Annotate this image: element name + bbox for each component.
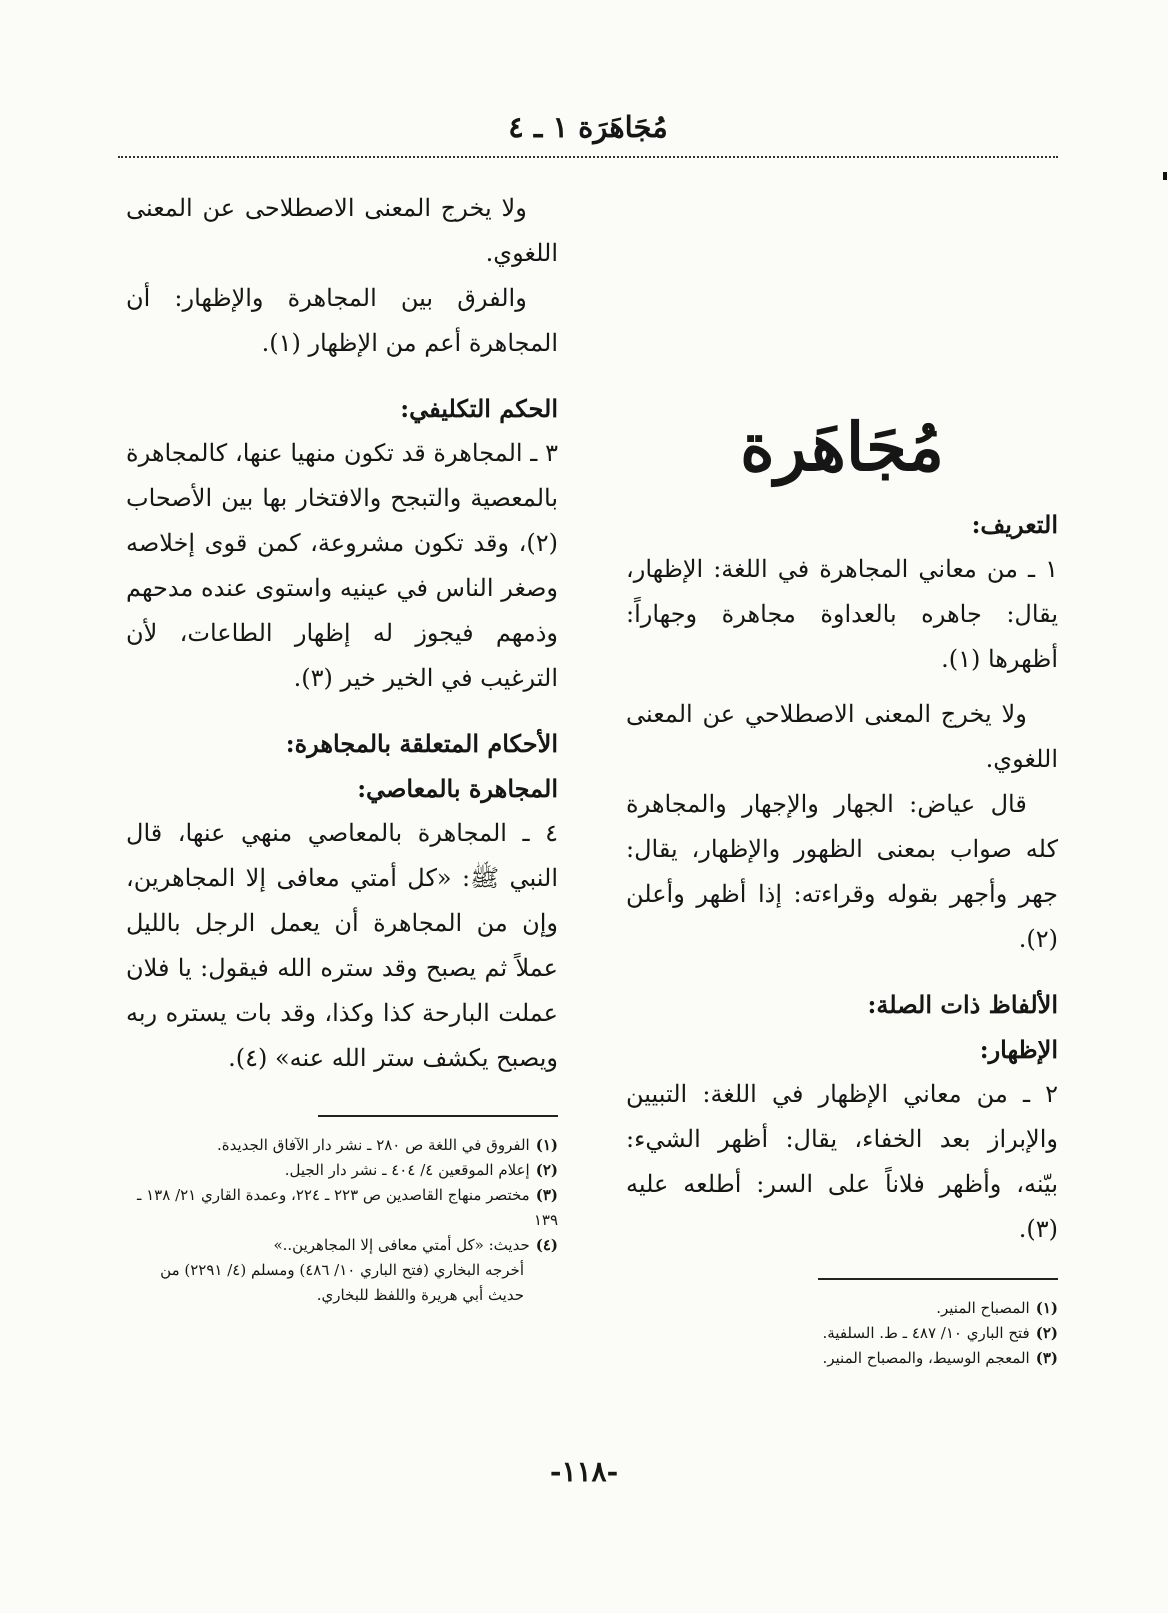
page-number: -١١٨-: [549, 1455, 619, 1488]
footnote-continuation: أخرجه البخاري (فتح الباري ١٠/ ٤٨٦) ومسلم (٤/ ٢٢٩١) من حديث أبي هريرة واللفظ للبخاري.: [160, 1261, 524, 1304]
footnote: (٢)إعلام الموقعين ٤/ ٤٠٤ ـ نشر دار الجيل.: [284, 1161, 558, 1179]
paragraph-1: ولا يخرج المعنى الاصطلاحى عن المعنى اللغوي.: [126, 194, 558, 267]
paragraph-4: ٢ ـ من معاني الإظهار في اللغة: التبيين والإبراز بعد الخفاء، يقال: أظهر الشيء: بيّنه، وأظهر فلاناً على السر: أطلعه عليه (٣).: [626, 1079, 1058, 1243]
izhar-heading: الإظهار:: [979, 1034, 1058, 1064]
footnote: (٤)حديث: «كل أمتي معافى إلا المجاهرين..»: [273, 1236, 558, 1254]
footnote-rule: [318, 1115, 558, 1117]
footnotes-right: [626, 1296, 1058, 1371]
footnote: (٢)فتح الباري ١٠/ ٤٨٧ ـ ط. السلفية.: [822, 1323, 1058, 1342]
footnote: (٣)المعجم الوسيط، والمصباح المنير.: [822, 1348, 1058, 1367]
footnotes-left: [126, 1133, 558, 1308]
header-dotted-rule: [118, 156, 1058, 158]
footnote: (١)المصباح المنير.: [936, 1298, 1058, 1317]
margin-mark: [1163, 172, 1167, 180]
paragraph-2: والفرق بين المجاهرة والإظهار: أن المجاهرة أعم من الإظهار (١).: [126, 284, 558, 357]
footnote: (٣)مختصر منهاج القاصدين ص ٢٢٣ ـ ٢٢٤، وعمدة القاري ٢١/ ١٣٨ ـ ١٣٩: [136, 1186, 558, 1229]
rulings-heading: الأحكام المتعلقة بالمجاهرة:: [285, 729, 558, 758]
paragraph-3: قال عياض: الجهار والإجهار والمجاهرة كله صواب بمعنى الظهور والإظهار، يقال: جهر وأجهر بقوله وقراءته: إذا أظهر وأعلن (٢).: [626, 789, 1058, 953]
footnote-rule: [818, 1278, 1058, 1280]
paragraph-4: ٤ ـ المجاهرة بالمعاصي منهي عنها، قال النبي ﷺ: «كل أمتي معافى إلا المجاهرين، وإن من المجاهرة أن يعمل الرجل بالليل عملاً ثم يصبح وقد ستره الله فيقول: يا فلان عملت البارحة كذا وكذا، وقد بات يستره ربه ويصبح يكشف ستر الله عنه» (٤).: [126, 819, 558, 1072]
related-terms-heading: الألفاظ ذات الصلة:: [867, 989, 1058, 1019]
sins-heading: المجاهرة بالمعاصي:: [357, 774, 558, 803]
paragraph-3: ٣ ـ المجاهرة قد تكون منهيا عنها، كالمجاهرة بالمعصية والتبجح والافتخار بها بين الأصحاب (٢)، وقد تكون مشروعة، كمن قوى إخلاصه وصغر الناس في عينيه واستوى عنده مدحهم وذمهم فيجوز له إظهار الطاعات، لأن الترغيب في الخير خير (٣).: [126, 439, 558, 692]
entry-title: مُجَاهَرة: [740, 408, 944, 486]
paragraph-2: ولا يخرج المعنى الاصطلاحي عن المعنى اللغوي.: [626, 699, 1058, 773]
ruling-heading: الحكم التكليفي:: [400, 394, 558, 423]
footnote: (١)الفروق في اللغة ص ٢٨٠ ـ نشر دار الآفاق الجديدة.: [216, 1136, 558, 1154]
running-head: مُجَاهَرَة ١ ـ ٤: [508, 110, 668, 144]
left-column: [126, 186, 558, 1308]
right-column: [626, 186, 1058, 1371]
paragraph-1: ١ ـ من معاني المجاهرة في اللغة: الإظهار، يقال: جاهره بالعداوة مجاهرة وجهاراً: أظهرها (١).: [626, 554, 1058, 673]
definition-heading: التعريف:: [971, 509, 1058, 539]
